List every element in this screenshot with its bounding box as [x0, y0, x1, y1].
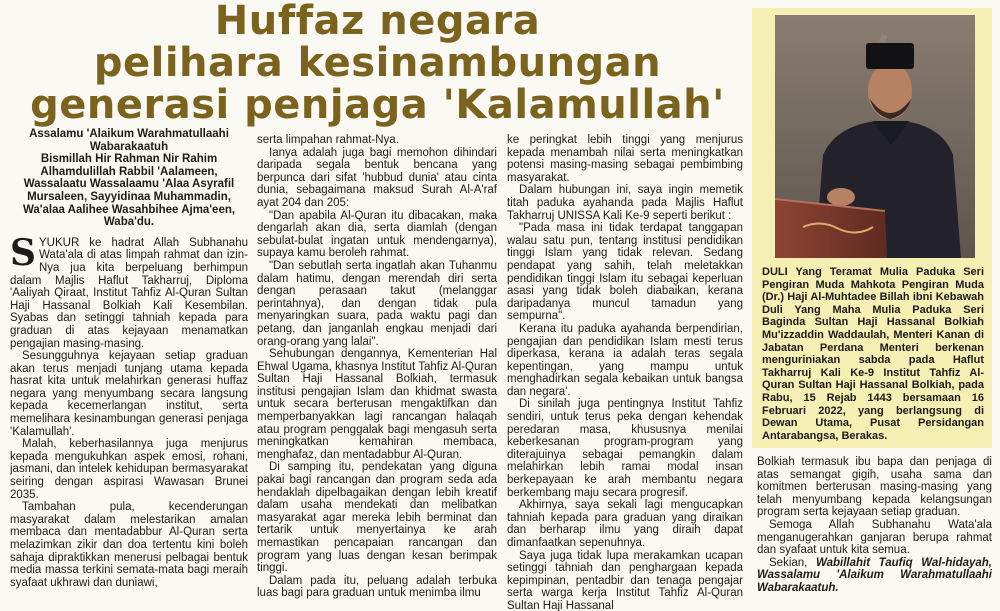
paragraph: ke peringkat lebih tinggi yang menjurus kepada menambah nilai serta meningkatkan potensi masing-masing sebagai pembimbing masyarakat. — [507, 134, 743, 184]
paragraph: Akhirnya, saya sekali lagi mengucapkan tahniah kepada para graduan yang diraikan dan berharap ilmu yang diraih dapat dimanfaatkan sepenuhnya. — [507, 499, 743, 549]
paragraph: Dalam hubungan ini, saya ingin memetik titah paduka ayahanda pada Majlis Haflut Takharruj UNISSA Kali Ke-9 seperti berikut : — [507, 184, 743, 222]
paragraph: Ianya adalah juga bagi memohon dihindari daripada segala bentuk bencana yang berpunca dari sifat 'hubbud dunia' atau cinta dunia, sebagaimana maksud Surah Al-A'raf ayat 204 dan 205: — [257, 146, 497, 209]
paragraph: Saya juga tidak lupa merakamkan ucapan setinggi tahniah dan penghargaan kepada kepimpinan, pentadbir dan tenaga pengajar serta warga kerja Institut Tahfiz Al-Quran Sultan Haji Hassanal — [507, 549, 743, 611]
quote-paragraph: "Dan apabila Al-Quran itu dibacakan, maka dengarlah akan dia, serta diamlah (dengan sebulat-bulat ingatan untuk mendengarnya), supaya kamu beroleh rahmat. — [257, 209, 497, 260]
greeting-line: Mursaleen, Sayyidinaa Muhammadin, — [27, 190, 231, 203]
article-column-3 — [507, 134, 743, 611]
headline-line: Huffaz negara — [214, 0, 541, 44]
article-headline — [10, 0, 745, 126]
closing-salutation: Wabillahit Taufiq Wal-hidayah, Wassalamu 'Alaikum Warahmatullaahi Wabarakaatuh. — [757, 556, 992, 594]
paragraph: Bolkiah termasuk ibu bapa dan penjaga di atas semangat gigih, usaha sama dan komitmen berterusan masing-masing yang telah menyumbang kepada kelangsungan program serta kejayaan setiap graduan. — [757, 456, 992, 519]
paragraph: Kerana itu paduka ayahanda berpendirian, pengajian dan pendidikan Islam mesti terus diperkasa, kerana ia adalah teras segala kepentingan, yang mampu untuk menghadirkan segala kebaikan untuk bangsa dan negara'. — [507, 322, 743, 398]
greeting-line: Waba'du. — [103, 216, 155, 229]
greeting-line: Bismillah Hir Rahman Nir Rahim — [40, 153, 218, 166]
article-column-4 — [757, 456, 992, 611]
paragraph: Dalam pada itu, peluang adalah terbuka luas bagi para graduan untuk menimba ilmu — [257, 574, 497, 600]
greeting-line: Wabarakaatuh — [89, 140, 169, 153]
paragraph: Malah, keberhasilannya juga menjurus kepada mengukuhkan aspek emosi, rohani, jasmani, dan intelek kehidupan bermasyarakat seiring dengan aspirasi Wawasan Brunei 2035. — [10, 438, 248, 501]
greeting-line: Alhamdulillah Rabbil 'Aalameen, — [40, 165, 218, 178]
portrait-illustration — [775, 15, 975, 258]
paragraph: Di samping itu, pendekatan yang diguna pakai bagi rancangan dan program seda ada hendaklah dipelbagaikan dengan lebih kreatif dalam usaha mendekati dan melibatkan masyarakat agar mereka lebih berminat dan tertarik untuk menyertainya ke arah memastikan pencapaian rancangan dan program yang luas dengan kesan berimpak tinggi. — [257, 461, 497, 575]
opening-greeting — [10, 128, 248, 229]
portrait-photo — [775, 15, 975, 258]
headline-line: pelihara kesinambungan — [93, 40, 662, 86]
paragraph: serta limpahan rahmat-Nya. — [257, 134, 399, 146]
closing-paragraph — [757, 557, 992, 595]
headline-line: generasi penjaga 'Kalamullah' — [30, 82, 725, 128]
quote-paragraph: "Dan sebutlah serta ingatlah akan Tuhanmu dalam hatimu, dengan merendah diri serta dengan perasaan takut (melanggar perintahnya), dan dengan tidak pula menyaringkan suara, pada waktu pagi dan petang, dan janganlah engkau menjadi dari orang-orang yang lalai". — [257, 259, 497, 348]
greeting-line: Wa'alaa Aalihee Wasahbihee Ajma'een, — [22, 203, 236, 216]
closing-lead: Sekian, — [769, 556, 808, 569]
paragraph: Semoga Allah Subhanahu Wata'ala menganugerahkan ganjaran berupa rahmat dan syafaat untuk kita semua. — [757, 518, 992, 557]
paragraph: Tambahan pula, kecenderungan masyarakat dalam melestarikan amalan membaca dan mentadabbur Al-Quran serta melazimkan zikir dan doa tertentu kini boleh sahaja dipraktikkan menerusi pelbagai bentuk media massa terkini semata-mata bagi meraih syafaat ukhrawi dan duniawi, — [10, 501, 248, 589]
paragraph: Sehubungan dengannya, Kementerian Hal Ehwal Ugama, khasnya Institut Tahfiz Al-Quran Sultan Haji Hassanal Bolkiah, termasuk institusi pengajian Islam dan khidmat swasta untuk secara berterusan mengaktifkan dan memperbanyakkan lagi rancangan halaqah atau program penggalak bagi mengasuh serta meningkatkan kemahiran membaca, menghafaz, dan mentadabbur Al-Quran. — [257, 348, 497, 461]
paragraph: Sesungguhnya kejayaan setiap graduan akan terus menjadi tunjang utama kepada hasrat kita untuk melahirkan generasi huffaz negara yang menyumbang secara langsung kepada kecemerlangan institut, serta memelihara kesinambungan generasi penjaga 'Kalamullah'. — [10, 350, 248, 438]
article-column-2 — [257, 134, 497, 611]
lead-paragraph — [10, 231, 248, 350]
drop-cap: S — [10, 231, 36, 274]
paragraph-text: YUKUR ke hadrat Allah Subhanahu Wata'ala di atas limpah rahmat dan izin-Nya jua kita berpeluang berhimpun dalam Majlis Haflut Takharruj, Diploma 'Aaliyah Qiraat, Institut Tahfiz Al-Quran Sultan Haji Hassanal Bolkiah Kali Kesembilan. Syabas dan setinggi tahniah kepada para graduan di atas kejayaan menamatkan pengajian masing-masing. — [10, 236, 248, 350]
quote-paragraph: "Pada masa ini tidak terdapat tanggapan walau satu pun, tentang institusi pendidikan tinggi Islam yang tidak relevan. Sedang pendapat yang sahih, telah meletakkan pendidikan tinggi Islam itu sebagai keperluan asasi yang tidak boleh diabaikan, kerana daripadanya muncul tamadun yang sempurna". — [507, 222, 743, 323]
greeting-line: Wassalaatu Wassalaamu 'Alaa Asyrafil — [23, 178, 235, 191]
paragraph: Di sinilah juga pentingnya Institut Tahfiz sendiri, untuk terus peka dengan kehendak peredaran masa, khususnya menilai keberkesanan program-program yang diterajuinya sebagai pemangkin dalam melahirkan lebih ramai modal insan berkepayaan ke arah membantu negara berkembang maju secara progresif. — [507, 398, 743, 499]
greeting-line: Assalamu 'Alaikum Warahmatullaahi — [29, 128, 229, 140]
photo-caption: DULI Yang Teramat Mulia Paduka Seri Pengiran Muda Mahkota Pengiran Muda (Dr.) Haji Al-Muhtadee Billah ibni Kebawah Duli Yang Maha Mulia Paduka Seri Baginda Sultan Haji Hassanal Bolkiah Mu'izzaddin Waddaulah, Menteri Kanan di Jabatan Perdana Menteri berkenan menguriniakan sabda pada Haflut Takharruj Kali Ke-9 Institut Tahfiz Al-Quran Sultan Haji Hassanal Bolkiah, pada Rabu, 15 Rejab 1443 bersamaan 16 Februari 2022, yang berlangsung di Dewan Utama, Pusat Persidangan Antarabangsa, Berakas. — [762, 266, 984, 442]
article-column-1 — [10, 128, 248, 611]
